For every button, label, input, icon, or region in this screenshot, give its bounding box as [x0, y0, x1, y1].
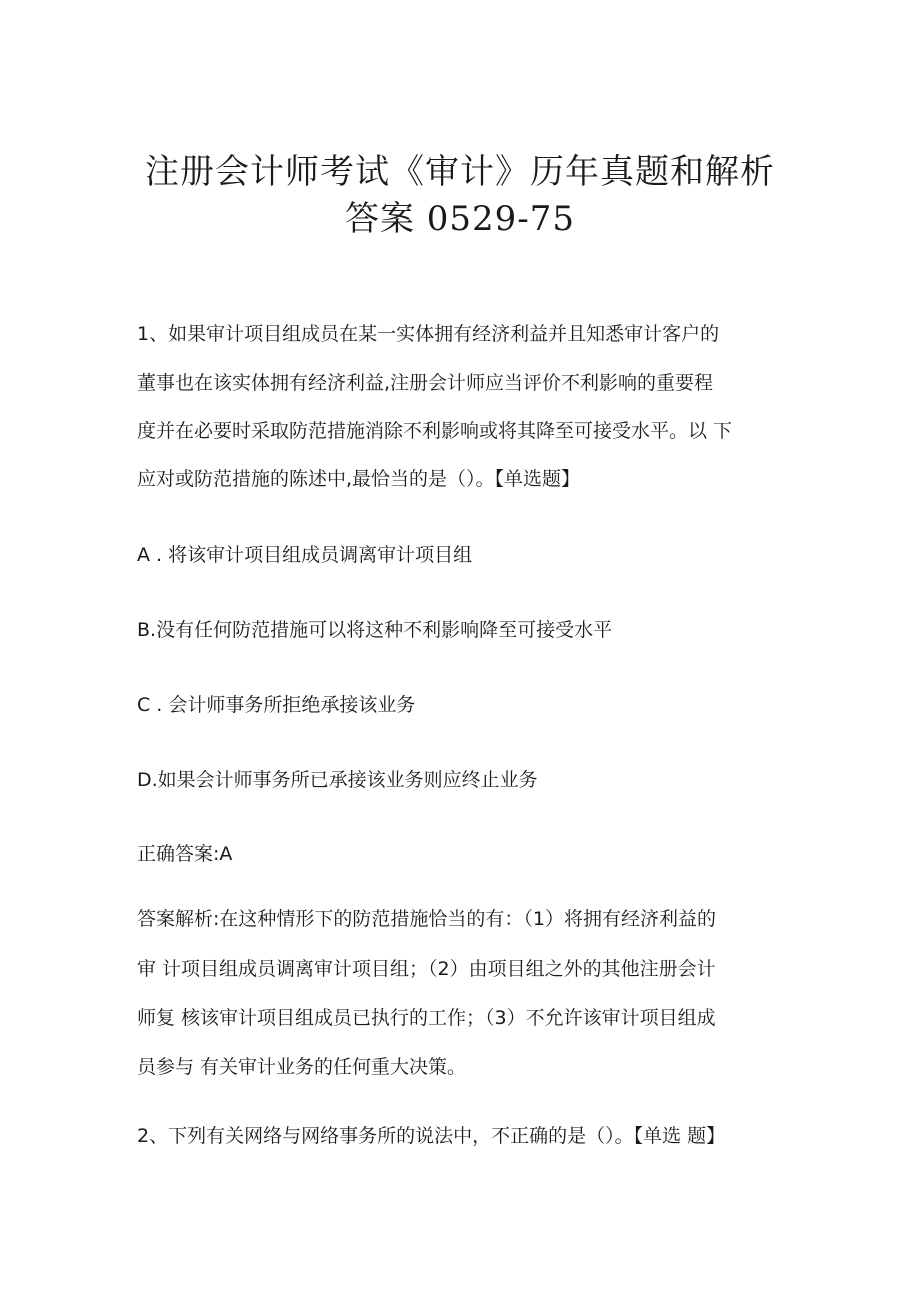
question-1-option-d: D.如果会计师事务所已承接该业务则应终止业务	[137, 769, 538, 791]
question-1-stem-line-1: 1、如果审计项目组成员在某一实体拥有经济利益并且知悉审计客户的	[137, 323, 720, 345]
question-1-analysis-line-4: 员参与 有关审计业务的任何重大决策。	[137, 1056, 467, 1078]
question-1-stem-line-3: 度并在必要时采取防范措施消除不利影响或将其降至可接受水平。以 下	[137, 420, 733, 442]
document-title-line-1: 注册会计师考试《审计》历年真题和解析	[145, 152, 775, 192]
question-1-answer: 正确答案:A	[137, 843, 233, 865]
question-1-option-a: A . 将该审计项目组成员调离审计项目组	[137, 544, 473, 566]
question-1-option-c: C . 会计师事务所拒绝承接该业务	[137, 694, 416, 716]
question-1-stem-line-4: 应对或防范措施的陈述中,最恰当的是（）。【单选题】	[137, 468, 581, 490]
question-1-option-b: B.没有任何防范措施可以将这种不利影响降至可接受水平	[137, 619, 613, 641]
question-1-analysis-line-2: 审 计项目组成员调离审计项目组；（2）由项目组之外的其他注册会计	[137, 958, 716, 980]
document-title-line-2: 答案 0529-75	[344, 199, 576, 239]
question-2-stem-line-1: 2、下列有关网络与网络事务所的说法中，不正确的是（）。【单选 题】	[137, 1125, 726, 1147]
question-1-analysis-line-1: 答案解析:在这种情形下的防范措施恰当的有：（1）将拥有经济利益的	[137, 908, 716, 930]
question-1-stem-line-2: 董事也在该实体拥有经济利益,注册会计师应当评价不利影响的重要程	[137, 372, 714, 394]
question-1-analysis-line-3: 师复 核该审计项目组成员已执行的工作；（3）不允许该审计项目组成	[137, 1007, 716, 1029]
